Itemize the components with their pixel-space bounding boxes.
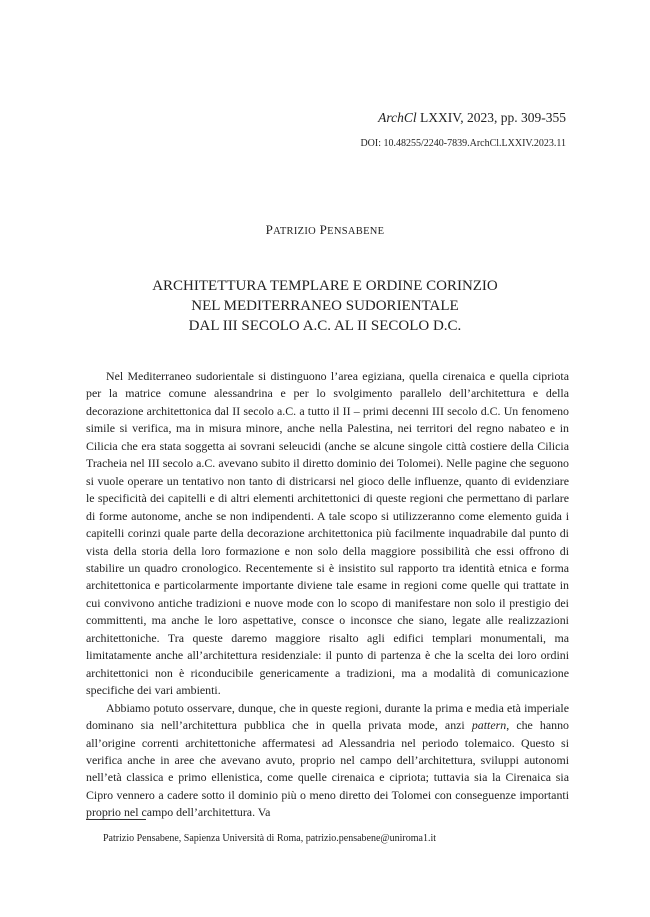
- doi: DOI: 10.48255/2240-7839.ArchCl.LXXIV.2023.11: [360, 138, 566, 149]
- author-last-initial: P: [319, 222, 328, 237]
- title-line-1: ARCHITETTURA TEMPLARE E ORDINE CORINZIO: [152, 278, 498, 294]
- body-text: [86, 368, 569, 822]
- article-title: [0, 276, 650, 336]
- paragraph-2-italic-term: pattern: [471, 718, 507, 733]
- paragraph-2-part-a: Abbiamo potuto osservare, dunque, che in queste regioni, durante la prima e media età imperiale dominano sia nell’architettura pubblica che in quella privata mode, anzi: [86, 700, 569, 733]
- paragraph-2-part-b: , che hanno all’origine correnti architettoniche affermatesi ad Alessandria nel periodo tolemaico. Questo si verifica anche in aree che avevano avuto, proprio nel campo dell’architettura, sviluppi autonomi nell’età classica e primo ellenistica, come quelle cirenaica e cipriota; tuttavia sia la Cirenaica sia Cipro vennero a cadere sotto il dominio più o meno diretto dei Tolomei con conseguenze importanti proprio nel campo dell’architettura. Va: [86, 718, 569, 820]
- footnote: Patrizio Pensabene, Sapienza Università di Roma, patrizio.pensabene@uniroma1.it: [103, 833, 437, 844]
- title-line-2: NEL MEDITERRANEO SUDORIENTALE: [191, 298, 459, 314]
- author-last-rest: ENSABENE: [327, 226, 385, 237]
- journal-citation: [378, 110, 566, 126]
- author-first-initial: P: [265, 222, 274, 237]
- journal-name: ArchCl: [378, 110, 417, 125]
- footnote-divider: [86, 819, 146, 820]
- author-first-rest: ATRIZIO: [273, 226, 317, 237]
- title-line-3: DAL III SECOLO A.C. AL II SECOLO D.C.: [188, 318, 462, 334]
- paragraph-2: [86, 700, 569, 822]
- paragraph-1: Nel Mediterraneo sudorientale si distinguono l’area egiziana, quella cirenaica e quella cipriota per la matrice comune alessandrina e per lo svolgimento parallelo dell’architettura e della decorazione architettonica dal II secolo a.C. a tutto il II – primi decenni III secolo d.C. Un fenomeno simile si verifica, ma in misura minore, anche nella Palestina, nei territori del regno nabateo e in Cilicia che era stata soggetta ai sovrani seleucidi (anche se alcune singole città costiere della Cilicia Tracheia nel III secolo a.C. avevano subito il diretto dominio dei Tolomei). Nelle pagine che seguono si vuole operare un tentativo non tanto di districarsi nel gioco delle influenze, quanto di evidenziare le specificità dei capitelli e di altri elementi architettonici di queste regioni che permettano di parlare di forme autonome, anche se non indipendenti. A tale scopo si utilizzeranno come elemento guida i capitelli corinzi quale parte della decorazione architettonica più facilmente inquadrabile dal punto di vista della storia della loro formazione e non solo della maggiore possibilità che essi offrono di stabilire un quadro cronologico. Recentemente si è insistito sul rapporto tra identità etnica e forma architettonica e particolarmente importante diviene tale esame in regioni come quelle qui trattate in cui convivono antiche tradizioni e nuove mode con lo scopo di manifestare non solo il prestigio dei committenti, ma anche le loro aspettative, consce o inconsce che siano, legate alle realizzazioni architettoniche. Tra queste daremo maggiore risalto agli edifici templari monumentali, ma limitatamente anche all’architettura residenziale: il punto di partenza è che la scelta dei loro ordini architettonici non è riconducibile genericamente a tradizioni, ma a modalità di comunicazione specifiche dei vari ambienti.: [86, 369, 569, 698]
- citation-details: LXXIV, 2023, pp. 309-355: [416, 110, 566, 125]
- author-name: [0, 222, 650, 238]
